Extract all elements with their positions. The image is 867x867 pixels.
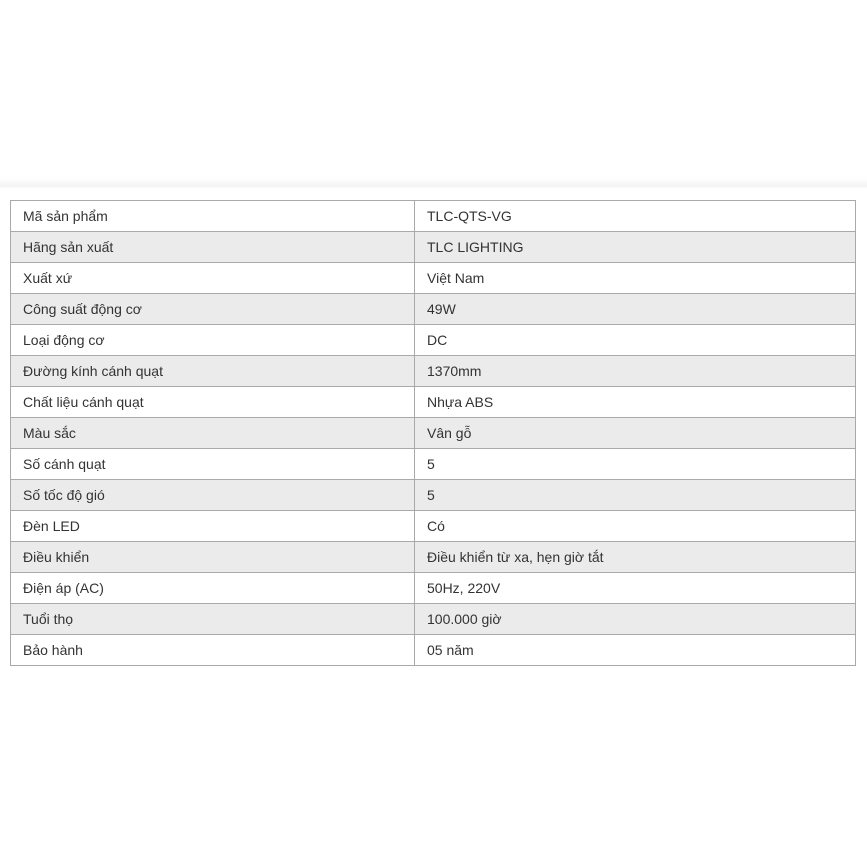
spec-label: Điều khiển	[11, 542, 415, 573]
spec-label: Điện áp (AC)	[11, 573, 415, 604]
table-row	[11, 387, 856, 418]
table-row	[11, 635, 856, 666]
table-row	[11, 573, 856, 604]
table-row	[11, 542, 856, 573]
spec-label: Tuổi thọ	[11, 604, 415, 635]
spec-value: 49W	[415, 294, 856, 325]
table-row	[11, 511, 856, 542]
spec-label: Mã sản phẩm	[11, 201, 415, 232]
spec-value: 5	[415, 480, 856, 511]
spec-value: 1370mm	[415, 356, 856, 387]
spec-value: 5	[415, 449, 856, 480]
spec-label: Xuất xứ	[11, 263, 415, 294]
spec-value: TLC LIGHTING	[415, 232, 856, 263]
table-row	[11, 418, 856, 449]
table-row	[11, 449, 856, 480]
spec-label: Hãng sản xuất	[11, 232, 415, 263]
spec-value: Vân gỗ	[415, 418, 856, 449]
spec-value: DC	[415, 325, 856, 356]
table-row	[11, 480, 856, 511]
spec-label: Đường kính cánh quạt	[11, 356, 415, 387]
spec-value: Nhựa ABS	[415, 387, 856, 418]
spec-label: Chất liệu cánh quạt	[11, 387, 415, 418]
spec-value: 100.000 giờ	[415, 604, 856, 635]
spec-label: Loại động cơ	[11, 325, 415, 356]
table-row	[11, 294, 856, 325]
spec-value: TLC-QTS-VG	[415, 201, 856, 232]
product-spec-table	[10, 200, 856, 666]
header-shadow-divider	[0, 178, 867, 188]
spec-label: Công suất động cơ	[11, 294, 415, 325]
spec-label: Đèn LED	[11, 511, 415, 542]
spec-value: Có	[415, 511, 856, 542]
spec-label: Số tốc độ gió	[11, 480, 415, 511]
table-row	[11, 263, 856, 294]
table-row	[11, 201, 856, 232]
spec-value: Điều khiển từ xa, hẹn giờ tắt	[415, 542, 856, 573]
spec-label: Màu sắc	[11, 418, 415, 449]
spec-label: Bảo hành	[11, 635, 415, 666]
table-row	[11, 232, 856, 263]
table-row	[11, 325, 856, 356]
table-row	[11, 604, 856, 635]
spec-label: Số cánh quạt	[11, 449, 415, 480]
spec-value: 05 năm	[415, 635, 856, 666]
spec-value: 50Hz, 220V	[415, 573, 856, 604]
table-row	[11, 356, 856, 387]
spec-value: Việt Nam	[415, 263, 856, 294]
spec-table-body	[11, 201, 856, 666]
